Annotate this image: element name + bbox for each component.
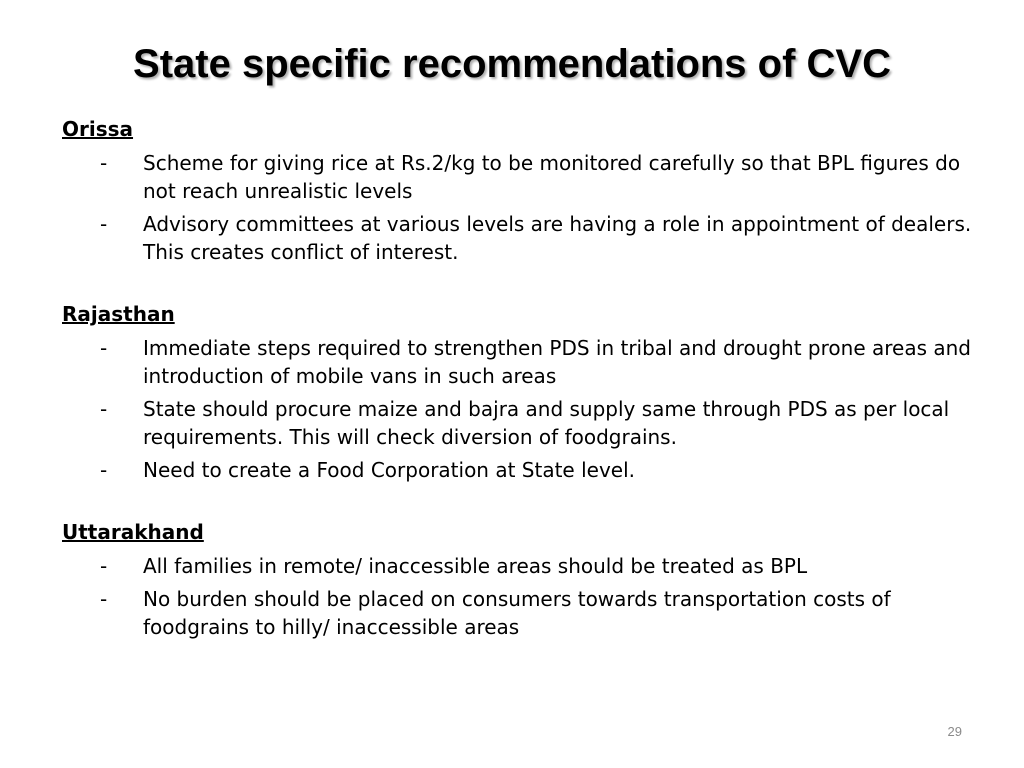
- bullet-dash: -: [100, 212, 108, 236]
- slide-content: [62, 114, 982, 641]
- bullet-dash: -: [100, 458, 108, 482]
- list-item: [62, 552, 982, 580]
- list-item-text: Need to create a Food Corporation at State level.: [143, 458, 636, 482]
- bullet-list: [62, 149, 982, 266]
- bullet-dash: -: [100, 554, 108, 578]
- list-item: [62, 585, 982, 641]
- list-item: [62, 149, 982, 205]
- bullet-dash: -: [100, 397, 108, 421]
- list-item-text: State should procure maize and bajra and supply same through PDS as per local requirements. This will check diversion of foodgrains.: [143, 397, 950, 449]
- section-orissa: [62, 114, 982, 266]
- section-heading: Orissa: [62, 117, 134, 141]
- list-item: [62, 210, 982, 266]
- list-item: [62, 334, 982, 390]
- bullet-dash: -: [100, 587, 108, 611]
- bullet-dash: -: [100, 151, 108, 175]
- list-item-text: All families in remote/ inaccessible areas should be treated as BPL: [143, 554, 808, 578]
- section-uttarakhand: [62, 517, 982, 641]
- bullet-list: [62, 334, 982, 484]
- slide-title: State specific recommendations of CVC: [133, 42, 891, 86]
- list-item: [62, 395, 982, 451]
- section-heading: Uttarakhand: [62, 520, 204, 544]
- bullet-list: [62, 552, 982, 641]
- list-item-text: Advisory committees at various levels are having a role in appointment of dealers. This creates conflict of interest.: [143, 212, 972, 264]
- section-heading: Rajasthan: [62, 302, 175, 326]
- list-item-text: No burden should be placed on consumers towards transportation costs of foodgrains to hilly/ inaccessible areas: [143, 587, 891, 639]
- section-rajasthan: [62, 299, 982, 484]
- list-item-text: Scheme for giving rice at Rs.2/kg to be monitored carefully so that BPL figures do not reach unrealistic levels: [143, 151, 961, 203]
- list-item: [62, 456, 982, 484]
- slide-number: 29: [947, 724, 962, 739]
- bullet-dash: -: [100, 336, 108, 360]
- list-item-text: Immediate steps required to strengthen PDS in tribal and drought prone areas and introduction of mobile vans in such areas: [143, 336, 971, 388]
